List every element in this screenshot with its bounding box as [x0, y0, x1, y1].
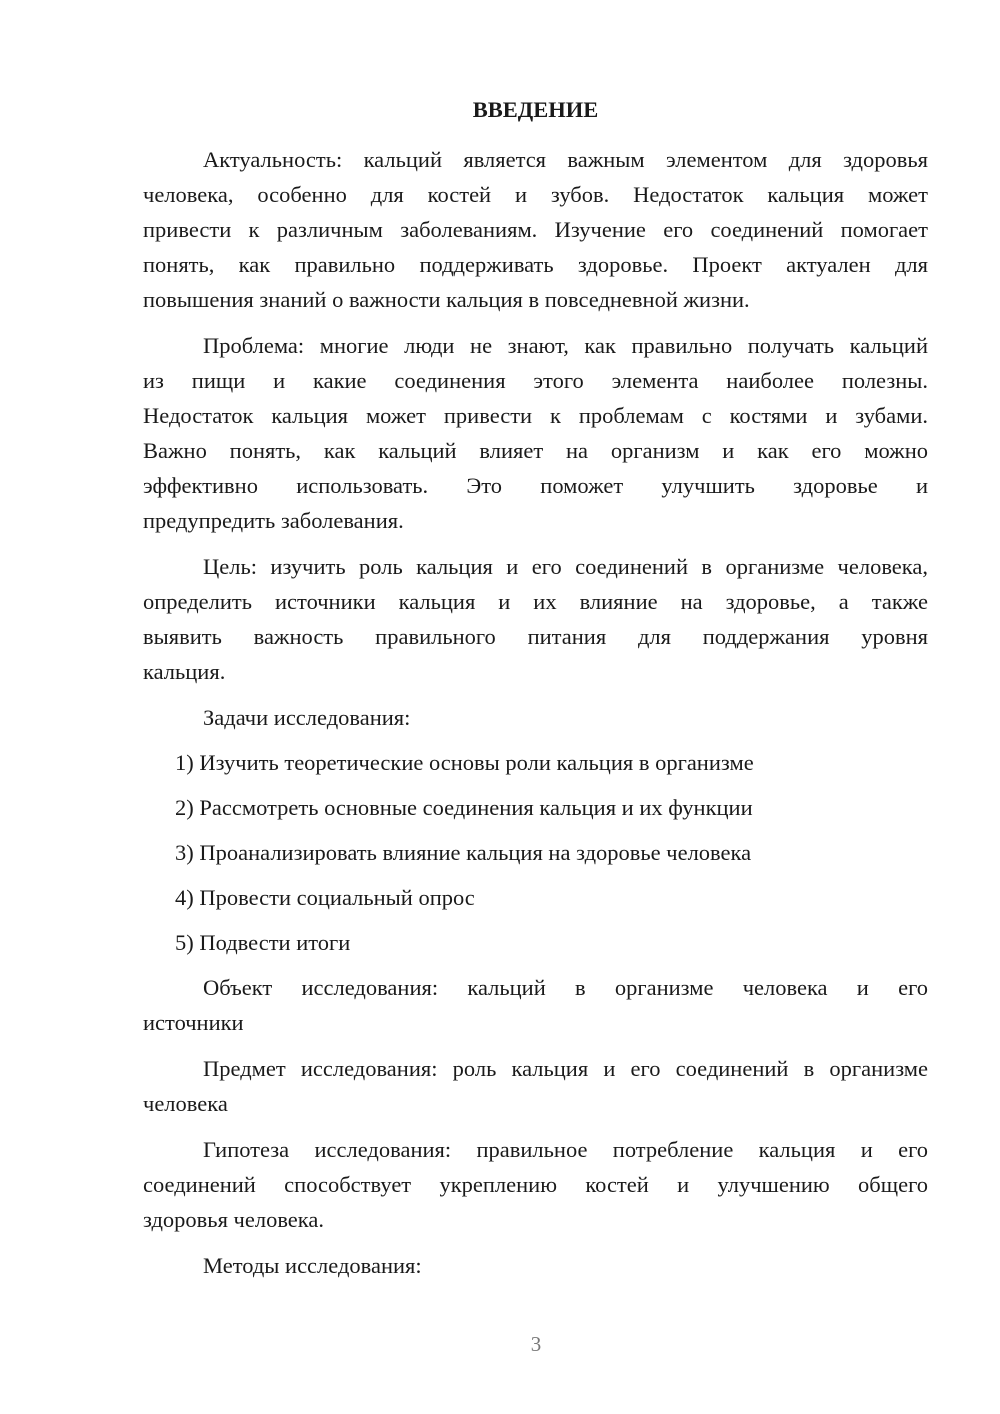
- paragraph-line: кальция.: [143, 659, 226, 684]
- paragraph-line: выявить важность правильного питания для поддержания уровня: [143, 624, 928, 649]
- paragraph-line: повышения знаний о важности кальция в повседневной жизни.: [143, 287, 750, 312]
- task-list-item: 3) Проанализировать влияние кальция на здоровье человека: [175, 840, 752, 865]
- paragraph-line: здоровья человека.: [143, 1207, 324, 1232]
- task-list-item: 4) Провести социальный опрос: [175, 885, 475, 910]
- paragraph-line: определить источники кальция и их влияние на здоровье, а также: [143, 589, 928, 614]
- paragraph-line: Недостаток кальция может привести к проблемам с костями и зубами.: [143, 403, 928, 428]
- paragraph: [143, 970, 928, 1040]
- paragraph: [143, 1132, 928, 1237]
- paragraph-line: предупредить заболевания.: [143, 508, 404, 533]
- paragraph-line: Актуальность: кальций является важным элементом для здоровья: [203, 147, 928, 172]
- paragraph: [143, 1051, 928, 1121]
- task-list-item: 1) Изучить теоретические основы роли кальция в организме: [175, 750, 754, 775]
- paragraph-line: Объект исследования: кальций в организме человека и его: [203, 975, 928, 1000]
- paragraph-line: человека: [143, 1091, 228, 1116]
- paragraph-line: Проблема: многие люди не знают, как правильно получать кальций: [203, 333, 928, 358]
- document-page: [143, 92, 928, 1293]
- paragraph: [143, 549, 928, 689]
- paragraph-line: соединений способствует укреплению костей и улучшению общего: [143, 1172, 928, 1197]
- paragraph-line: источники: [143, 1010, 244, 1035]
- paragraph: [143, 142, 928, 317]
- paragraph-line: Предмет исследования: роль кальция и его соединений в организме: [203, 1056, 928, 1081]
- paragraph: [143, 328, 928, 538]
- paragraph-line: Гипотеза исследования: правильное потребление кальция и его: [203, 1137, 928, 1162]
- paragraph-line: Цель: изучить роль кальция и его соединений в организме человека,: [203, 554, 928, 579]
- page-title: ВВЕДЕНИЕ: [472, 97, 599, 122]
- methods-heading: Методы исследования:: [203, 1253, 422, 1278]
- paragraph-line: человека, особенно для костей и зубов. Недостаток кальция может: [143, 182, 928, 207]
- paragraph-line: из пищи и какие соединения этого элемента наиболее полезны.: [143, 368, 928, 393]
- tasks-heading: Задачи исследования:: [203, 705, 411, 730]
- page-number: 3: [530, 1332, 542, 1356]
- paragraph-line: Важно понять, как кальций влияет на организм и как его можно: [143, 438, 928, 463]
- paragraph-line: эффективно использовать. Это поможет улучшить здоровье и: [143, 473, 928, 498]
- task-list-item: 5) Подвести итоги: [175, 930, 351, 955]
- task-list-item: 2) Рассмотреть основные соединения кальция и их функции: [175, 795, 753, 820]
- paragraph-line: привести к различным заболеваниям. Изучение его соединений помогает: [143, 217, 928, 242]
- paragraph-line: понять, как правильно поддерживать здоровье. Проект актуален для: [143, 252, 928, 277]
